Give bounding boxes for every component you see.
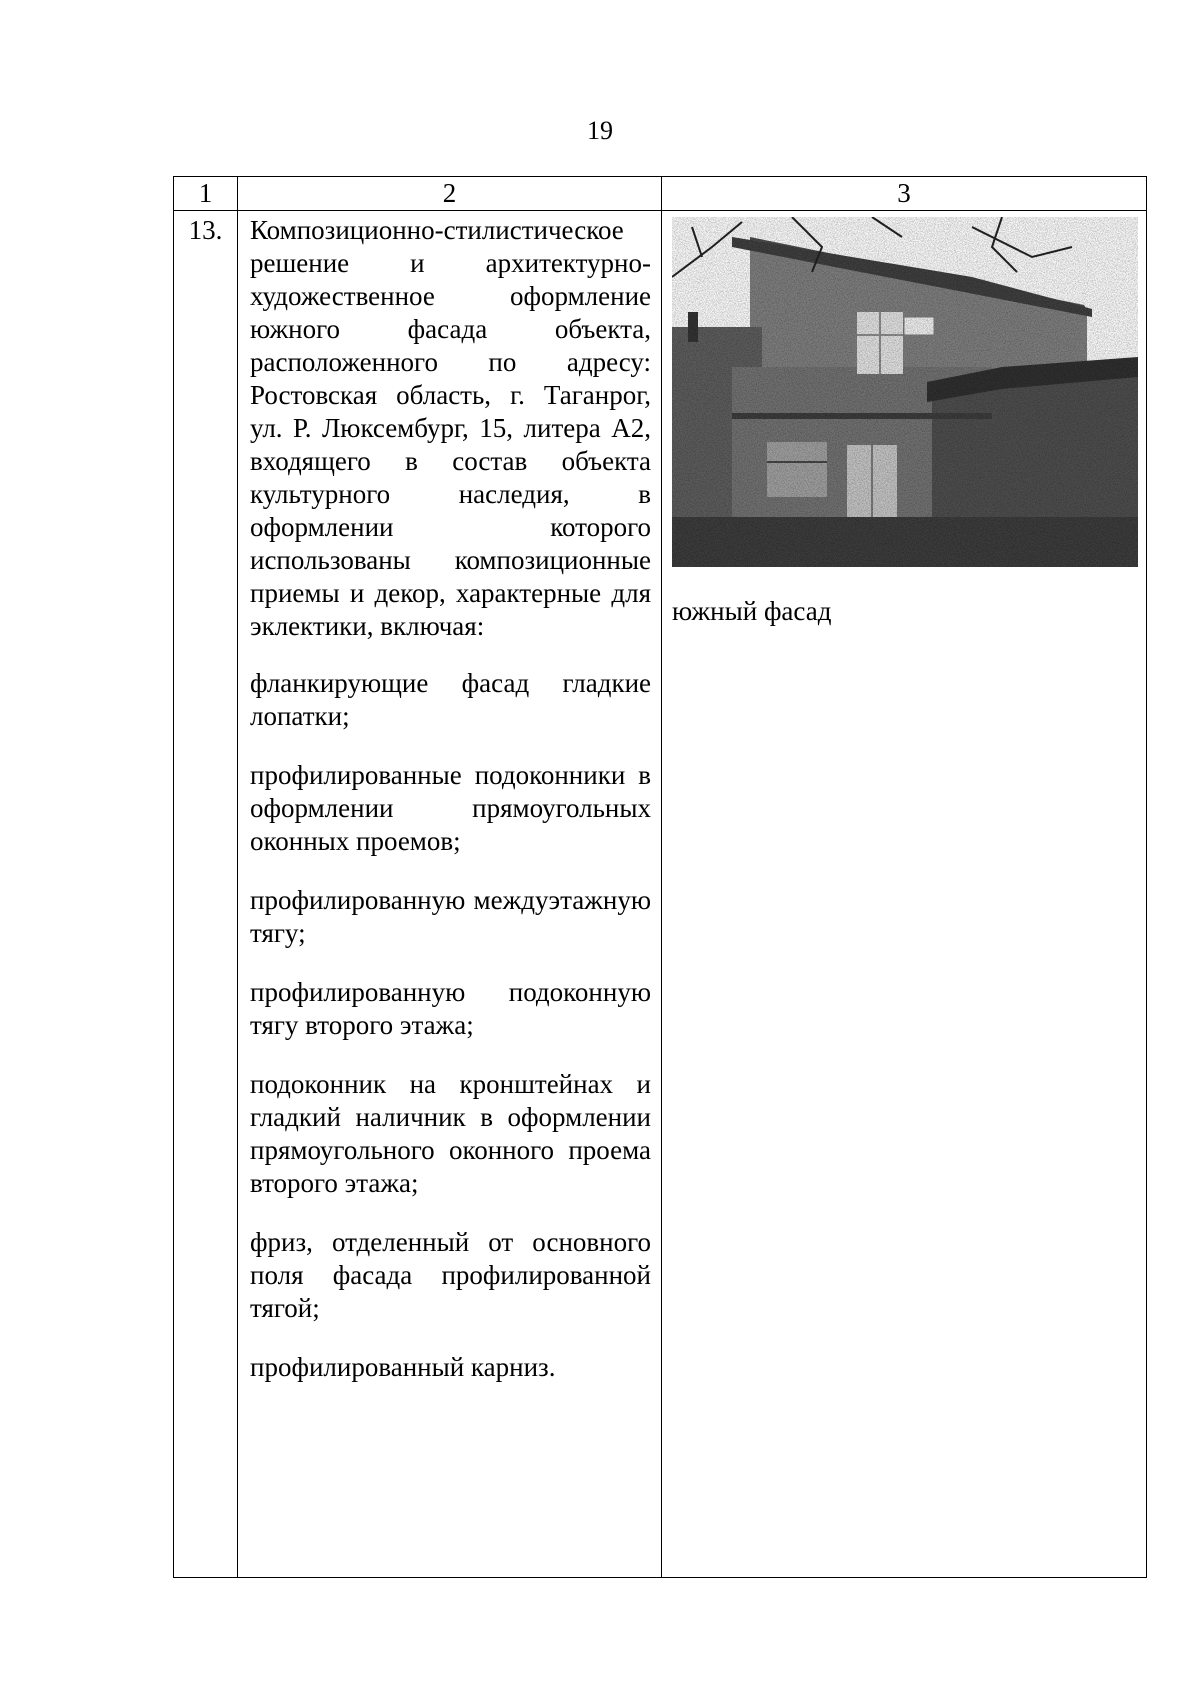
- column-header-2: 2: [238, 177, 662, 211]
- element-item: профилированную междуэтажную тягу;: [250, 885, 651, 948]
- building-south-facade-photo: [672, 217, 1138, 567]
- page-number: 19: [587, 116, 613, 145]
- document-table: [173, 176, 1147, 1578]
- photo-caption: южный фасад: [672, 596, 832, 626]
- table-row: [174, 211, 1147, 1578]
- column-header-3: 3: [662, 177, 1147, 211]
- element-item: профилированные подоконники в оформлении прямоугольных оконных проемов;: [250, 760, 651, 856]
- description-intro: Композиционно-стилистическое решение и архитектурно-художественное оформление южного фасада объекта, расположенного по адресу: Ростовская область, г. Таганрог, ул. Р. Люксембург, 15, литера А2, входящего в состав объекта культурного наследия, в оформлении которого использованы композиционные приемы и декор, характерные для эклектики, включая:: [250, 215, 651, 641]
- column-header-1: 1: [174, 177, 238, 211]
- row-number: 13.: [174, 211, 238, 1578]
- photo-cell: [662, 211, 1147, 1578]
- element-item: профилированную подоконную тягу второго этажа;: [250, 977, 651, 1040]
- table-header-row: [174, 177, 1147, 211]
- element-item: фланкирующие фасад гладкие лопатки;: [250, 668, 651, 731]
- description-cell: [238, 211, 662, 1578]
- element-item: подоконник на кронштейнах и гладкий наличник в оформлении прямоугольного оконного проема второго этажа;: [250, 1069, 651, 1198]
- element-item: профилированный карниз.: [250, 1352, 556, 1382]
- element-item: фриз, отделенный от основного поля фасада профилированной тягой;: [250, 1227, 651, 1323]
